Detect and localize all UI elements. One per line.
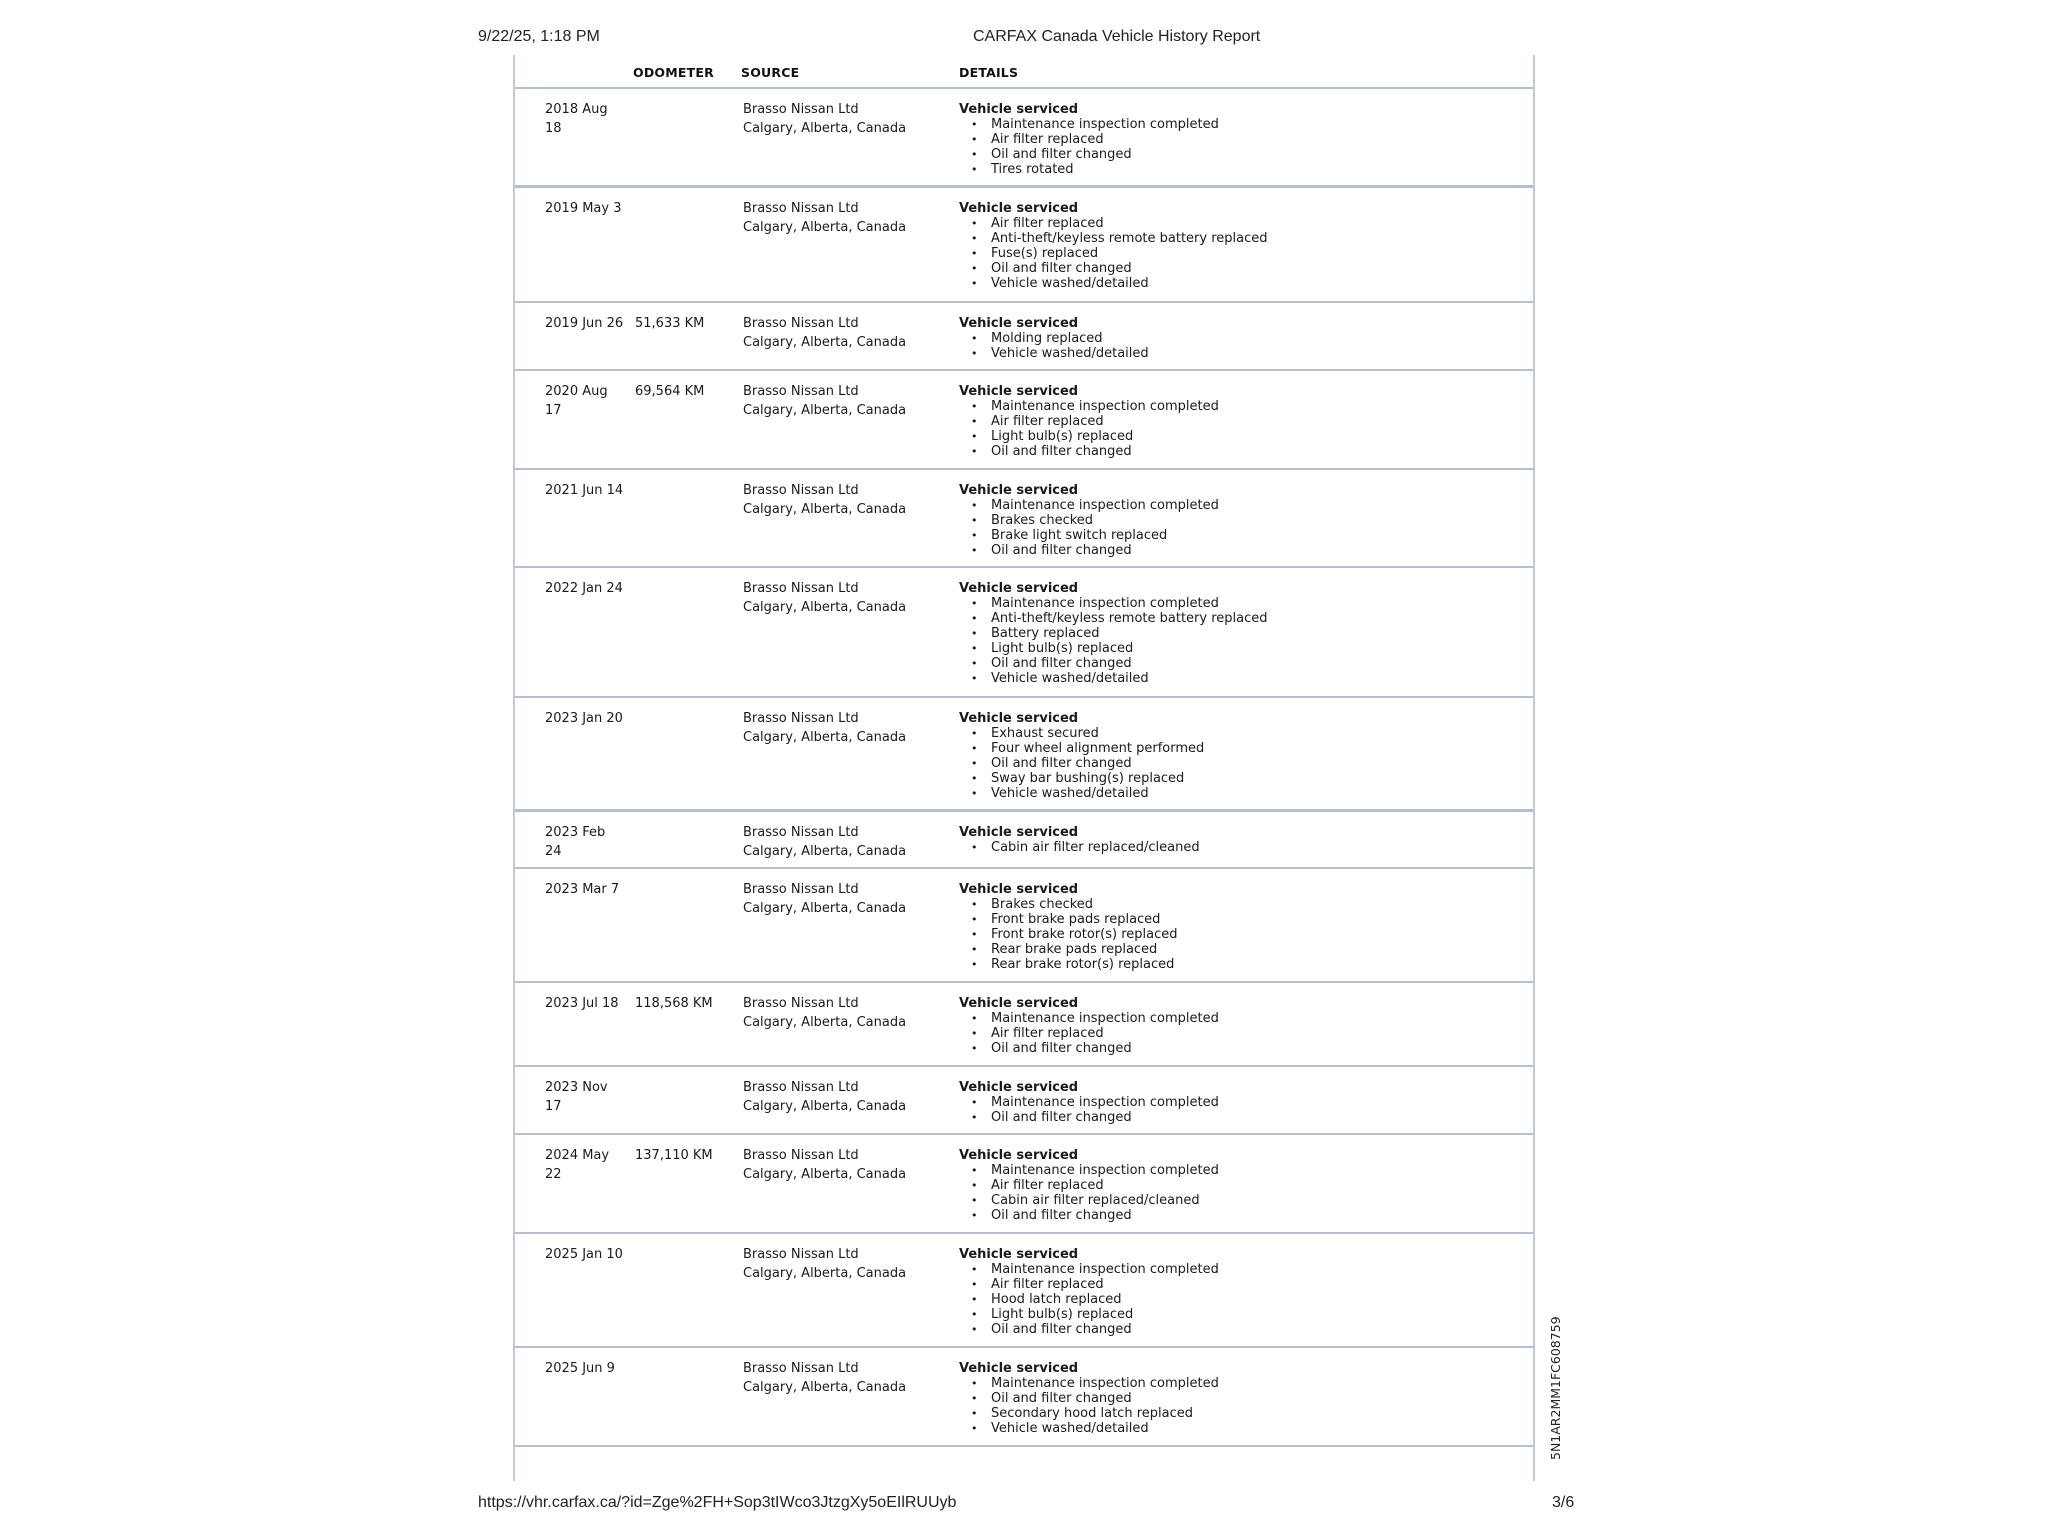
detail-item: • Oil and filter changed bbox=[959, 1208, 1519, 1223]
detail-item: • Air filter replaced bbox=[959, 1277, 1519, 1292]
service-details bbox=[959, 201, 1519, 291]
detail-item: • Air filter replaced bbox=[959, 414, 1519, 429]
service-details bbox=[959, 1361, 1519, 1436]
detail-list bbox=[959, 897, 1519, 972]
source-location: Calgary, Alberta, Canada bbox=[743, 1099, 907, 1114]
service-date: 2023 Jul 18 bbox=[545, 996, 619, 1011]
service-source bbox=[743, 1078, 943, 1116]
detail-list bbox=[959, 596, 1519, 686]
table-header-row bbox=[515, 55, 1533, 89]
detail-item: • Oil and filter changed bbox=[959, 1110, 1519, 1125]
detail-list bbox=[959, 1095, 1519, 1125]
source-location: Calgary, Alberta, Canada bbox=[743, 502, 907, 517]
detail-item: • Fuse(s) replaced bbox=[959, 246, 1519, 261]
detail-item: • Light bulb(s) replaced bbox=[959, 429, 1519, 444]
detail-title: Vehicle serviced bbox=[959, 711, 1079, 726]
detail-list bbox=[959, 840, 1519, 855]
detail-item: • Maintenance inspection completed bbox=[959, 498, 1519, 513]
service-details bbox=[959, 384, 1519, 459]
service-source bbox=[743, 1146, 943, 1184]
service-source bbox=[743, 994, 943, 1032]
service-date: 2021 Jun 14 bbox=[545, 483, 624, 498]
source-location: Calgary, Alberta, Canada bbox=[743, 403, 907, 418]
service-details bbox=[959, 1247, 1519, 1337]
source-location: Calgary, Alberta, Canada bbox=[743, 1266, 907, 1281]
detail-item: • Brake light switch replaced bbox=[959, 528, 1519, 543]
detail-item: • Molding replaced bbox=[959, 331, 1519, 346]
table-row bbox=[515, 1348, 1533, 1447]
table-row bbox=[515, 568, 1533, 698]
table-row bbox=[515, 983, 1533, 1067]
source-name: Brasso Nissan Ltd bbox=[743, 1080, 859, 1095]
table-row bbox=[515, 1135, 1533, 1234]
source-name: Brasso Nissan Ltd bbox=[743, 384, 859, 399]
service-date: 2023 Jan 20 bbox=[545, 711, 623, 726]
detail-item: • Oil and filter changed bbox=[959, 756, 1519, 771]
print-datetime: 9/22/25, 1:18 PM bbox=[478, 28, 600, 45]
source-location: Calgary, Alberta, Canada bbox=[743, 1167, 907, 1182]
source-location: Calgary, Alberta, Canada bbox=[743, 901, 907, 916]
service-date: 2018 Aug 18 bbox=[545, 102, 608, 136]
detail-item: • Air filter replaced bbox=[959, 1026, 1519, 1041]
odometer-reading: 51,633 KM bbox=[635, 316, 705, 331]
detail-title: Vehicle serviced bbox=[959, 996, 1079, 1011]
detail-item: • Oil and filter changed bbox=[959, 1391, 1519, 1406]
detail-item: • Anti-theft/keyless remote battery replaced bbox=[959, 231, 1519, 246]
source-name: Brasso Nissan Ltd bbox=[743, 711, 859, 726]
service-source bbox=[743, 1359, 943, 1397]
source-name: Brasso Nissan Ltd bbox=[743, 581, 859, 596]
detail-title: Vehicle serviced bbox=[959, 882, 1079, 897]
service-date: 2023 Feb 24 bbox=[545, 825, 606, 859]
service-details bbox=[959, 1148, 1519, 1223]
source-location: Calgary, Alberta, Canada bbox=[743, 730, 907, 745]
source-location: Calgary, Alberta, Canada bbox=[743, 220, 907, 235]
source-location: Calgary, Alberta, Canada bbox=[743, 1015, 907, 1030]
table-row bbox=[515, 1234, 1533, 1348]
service-source bbox=[743, 880, 943, 918]
service-details bbox=[959, 711, 1519, 801]
detail-title: Vehicle serviced bbox=[959, 1080, 1079, 1095]
service-details bbox=[959, 581, 1519, 686]
detail-item: • Cabin air filter replaced/cleaned bbox=[959, 840, 1519, 855]
table-body bbox=[515, 89, 1533, 1447]
detail-item: • Tires rotated bbox=[959, 162, 1519, 177]
table-row bbox=[515, 89, 1533, 188]
service-details bbox=[959, 996, 1519, 1056]
detail-item: • Vehicle washed/detailed bbox=[959, 276, 1519, 291]
service-details bbox=[959, 483, 1519, 558]
detail-list bbox=[959, 117, 1519, 177]
detail-item: • Oil and filter changed bbox=[959, 261, 1519, 276]
detail-item: • Maintenance inspection completed bbox=[959, 1011, 1519, 1026]
detail-list bbox=[959, 1262, 1519, 1337]
service-source bbox=[743, 314, 943, 352]
detail-list bbox=[959, 1011, 1519, 1056]
detail-item: • Oil and filter changed bbox=[959, 1041, 1519, 1056]
detail-item: • Maintenance inspection completed bbox=[959, 1376, 1519, 1391]
service-date: 2019 May 3 bbox=[545, 201, 622, 216]
service-date: 2025 Jun 9 bbox=[545, 1361, 615, 1376]
source-name: Brasso Nissan Ltd bbox=[743, 102, 859, 117]
service-date: 2023 Mar 7 bbox=[545, 882, 620, 897]
detail-item: • Oil and filter changed bbox=[959, 656, 1519, 671]
detail-item: • Maintenance inspection completed bbox=[959, 1163, 1519, 1178]
service-source bbox=[743, 709, 943, 747]
service-details bbox=[959, 1080, 1519, 1125]
detail-list bbox=[959, 1376, 1519, 1436]
detail-title: Vehicle serviced bbox=[959, 201, 1079, 216]
detail-item: • Oil and filter changed bbox=[959, 543, 1519, 558]
detail-item: • Maintenance inspection completed bbox=[959, 117, 1519, 132]
odometer-reading: 118,568 KM bbox=[635, 996, 713, 1011]
detail-item: • Maintenance inspection completed bbox=[959, 1262, 1519, 1277]
detail-item: • Brakes checked bbox=[959, 897, 1519, 912]
source-name: Brasso Nissan Ltd bbox=[743, 882, 859, 897]
service-history-table bbox=[513, 55, 1535, 1481]
column-header-odometer: ODOMETER bbox=[633, 65, 714, 80]
source-name: Brasso Nissan Ltd bbox=[743, 483, 859, 498]
detail-item: • Four wheel alignment performed bbox=[959, 741, 1519, 756]
detail-title: Vehicle serviced bbox=[959, 316, 1079, 331]
detail-item: • Maintenance inspection completed bbox=[959, 399, 1519, 414]
service-source bbox=[743, 481, 943, 519]
source-name: Brasso Nissan Ltd bbox=[743, 996, 859, 1011]
report-title: CARFAX Canada Vehicle History Report bbox=[973, 28, 1261, 45]
detail-item: • Rear brake pads replaced bbox=[959, 942, 1519, 957]
table-row bbox=[515, 371, 1533, 470]
detail-item: • Rear brake rotor(s) replaced bbox=[959, 957, 1519, 972]
detail-item: • Maintenance inspection completed bbox=[959, 596, 1519, 611]
detail-item: • Air filter replaced bbox=[959, 1178, 1519, 1193]
detail-title: Vehicle serviced bbox=[959, 1247, 1079, 1262]
source-location: Calgary, Alberta, Canada bbox=[743, 844, 907, 859]
service-source bbox=[743, 823, 943, 861]
detail-title: Vehicle serviced bbox=[959, 483, 1079, 498]
detail-list bbox=[959, 331, 1519, 361]
detail-item: • Light bulb(s) replaced bbox=[959, 1307, 1519, 1322]
source-location: Calgary, Alberta, Canada bbox=[743, 335, 907, 350]
source-location: Calgary, Alberta, Canada bbox=[743, 1380, 907, 1395]
source-location: Calgary, Alberta, Canada bbox=[743, 600, 907, 615]
detail-title: Vehicle serviced bbox=[959, 825, 1079, 840]
page-url: https://vhr.carfax.ca/?id=Zge%2FH+Sop3tIWco3JtzgXy5oEIlRUUyb bbox=[478, 1494, 957, 1511]
service-source bbox=[743, 1245, 943, 1283]
column-header-source: SOURCE bbox=[741, 65, 800, 80]
column-header-details: DETAILS bbox=[959, 65, 1019, 80]
detail-item: • Vehicle washed/detailed bbox=[959, 786, 1519, 801]
detail-item: • Sway bar bushing(s) replaced bbox=[959, 771, 1519, 786]
table-row bbox=[515, 303, 1533, 371]
detail-item: • Maintenance inspection completed bbox=[959, 1095, 1519, 1110]
source-name: Brasso Nissan Ltd bbox=[743, 1361, 859, 1376]
detail-item: • Oil and filter changed bbox=[959, 444, 1519, 459]
detail-title: Vehicle serviced bbox=[959, 1361, 1079, 1376]
service-details bbox=[959, 882, 1519, 972]
detail-item: • Anti-theft/keyless remote battery replaced bbox=[959, 611, 1519, 626]
vin-label: 5N1AR2MM1FC608759 bbox=[1548, 1316, 1563, 1460]
service-date: 2019 Jun 26 bbox=[545, 316, 624, 331]
detail-item: • Oil and filter changed bbox=[959, 147, 1519, 162]
service-date: 2024 May 22 bbox=[545, 1148, 610, 1182]
detail-item: • Cabin air filter replaced/cleaned bbox=[959, 1193, 1519, 1208]
source-name: Brasso Nissan Ltd bbox=[743, 825, 859, 840]
service-source bbox=[743, 382, 943, 420]
detail-item: • Front brake rotor(s) replaced bbox=[959, 927, 1519, 942]
source-name: Brasso Nissan Ltd bbox=[743, 201, 859, 216]
detail-item: • Brakes checked bbox=[959, 513, 1519, 528]
detail-title: Vehicle serviced bbox=[959, 1148, 1079, 1163]
detail-item: • Light bulb(s) replaced bbox=[959, 641, 1519, 656]
odometer-reading: 137,110 KM bbox=[635, 1148, 713, 1163]
service-source bbox=[743, 100, 943, 138]
detail-item: • Secondary hood latch replaced bbox=[959, 1406, 1519, 1421]
service-date: 2025 Jan 10 bbox=[545, 1247, 623, 1262]
detail-list bbox=[959, 726, 1519, 801]
detail-item: • Hood latch replaced bbox=[959, 1292, 1519, 1307]
detail-item: • Exhaust secured bbox=[959, 726, 1519, 741]
detail-list bbox=[959, 1163, 1519, 1223]
detail-title: Vehicle serviced bbox=[959, 384, 1079, 399]
detail-list bbox=[959, 399, 1519, 459]
odometer-reading: 69,564 KM bbox=[635, 384, 705, 399]
detail-list bbox=[959, 216, 1519, 291]
table-row bbox=[515, 470, 1533, 568]
source-location: Calgary, Alberta, Canada bbox=[743, 121, 907, 136]
service-source bbox=[743, 199, 943, 237]
source-name: Brasso Nissan Ltd bbox=[743, 1247, 859, 1262]
service-date: 2023 Nov 17 bbox=[545, 1080, 608, 1114]
table-row bbox=[515, 698, 1533, 812]
service-source bbox=[743, 579, 943, 617]
service-details bbox=[959, 316, 1519, 361]
page-number: 3/6 bbox=[1552, 1494, 1575, 1511]
detail-item: • Air filter replaced bbox=[959, 216, 1519, 231]
table-row bbox=[515, 188, 1533, 303]
service-details bbox=[959, 102, 1519, 177]
detail-item: • Vehicle washed/detailed bbox=[959, 671, 1519, 686]
table-row bbox=[515, 1067, 1533, 1135]
source-name: Brasso Nissan Ltd bbox=[743, 1148, 859, 1163]
service-details bbox=[959, 825, 1519, 855]
table-row bbox=[515, 812, 1533, 869]
detail-list bbox=[959, 498, 1519, 558]
detail-item: • Vehicle washed/detailed bbox=[959, 346, 1519, 361]
source-name: Brasso Nissan Ltd bbox=[743, 316, 859, 331]
detail-item: • Air filter replaced bbox=[959, 132, 1519, 147]
detail-item: • Vehicle washed/detailed bbox=[959, 1421, 1519, 1436]
detail-item: • Battery replaced bbox=[959, 626, 1519, 641]
service-date: 2020 Aug 17 bbox=[545, 384, 608, 418]
detail-title: Vehicle serviced bbox=[959, 581, 1079, 596]
detail-item: • Oil and filter changed bbox=[959, 1322, 1519, 1337]
detail-item: • Front brake pads replaced bbox=[959, 912, 1519, 927]
detail-title: Vehicle serviced bbox=[959, 102, 1079, 117]
table-row bbox=[515, 869, 1533, 983]
service-date: 2022 Jan 24 bbox=[545, 581, 623, 596]
